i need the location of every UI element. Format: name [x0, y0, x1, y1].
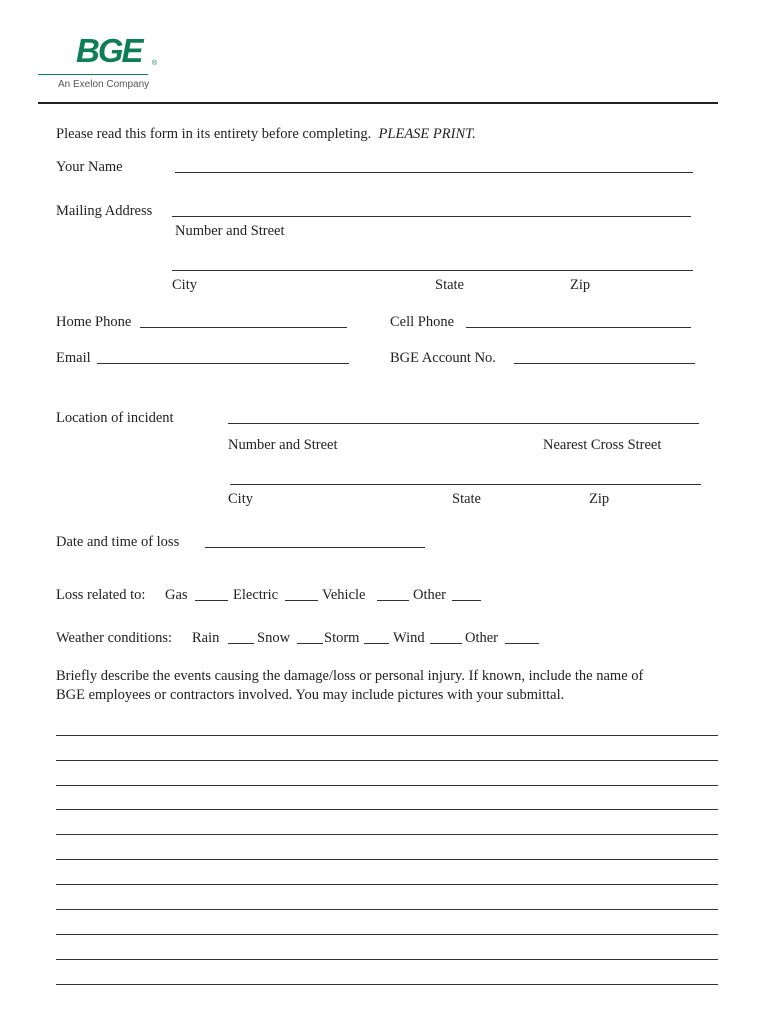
weather-wind-field[interactable]	[430, 643, 462, 644]
weather-storm-field[interactable]	[364, 643, 389, 644]
loss-electric-field[interactable]	[285, 600, 318, 601]
loss-gas-label: Gas	[165, 587, 188, 603]
weather-other-label: Other	[465, 630, 499, 646]
location-city-state-zip-field[interactable]	[230, 484, 701, 485]
description-line[interactable]	[56, 959, 718, 960]
loss-related-label: Loss related to:	[56, 587, 146, 603]
description-line[interactable]	[56, 834, 718, 835]
intro-instructions	[56, 127, 476, 142]
loss-vehicle-field[interactable]	[377, 600, 409, 601]
cell-phone-label: Cell Phone	[390, 314, 455, 330]
description-line[interactable]	[56, 934, 718, 935]
loss-other-label: Other	[413, 587, 447, 603]
description-line[interactable]	[56, 859, 718, 860]
description-line[interactable]	[56, 735, 718, 736]
intro-text: Please read this form in its entirety before completing.	[56, 126, 372, 142]
location-state-caption: State	[452, 491, 481, 507]
loss-electric-label: Electric	[233, 587, 279, 603]
mailing-city-caption: City	[172, 277, 197, 293]
weather-label: Weather conditions:	[56, 630, 173, 646]
date-time-label: Date and time of loss	[56, 534, 180, 550]
intro-emphasis: PLEASE PRINT.	[378, 126, 476, 142]
account-no-label: BGE Account No.	[390, 350, 496, 366]
weather-rain-label: Rain	[192, 630, 220, 646]
email-field[interactable]	[97, 363, 349, 364]
weather-wind-label: Wind	[393, 630, 425, 646]
description-instructions-line-1: Briefly describe the events causing the damage/loss or personal injury. If known, include the name of	[56, 668, 644, 684]
loss-other-field[interactable]	[452, 600, 481, 601]
mailing-street-field[interactable]	[172, 216, 691, 217]
account-no-field[interactable]	[514, 363, 695, 364]
bge-logo	[38, 34, 168, 94]
email-label: Email	[56, 350, 91, 366]
weather-other-field[interactable]	[505, 643, 539, 644]
your-name-label: Your Name	[56, 159, 123, 175]
logo-tagline: An Exelon Company	[58, 79, 150, 90]
location-cross-street-caption: Nearest Cross Street	[543, 437, 662, 453]
location-label: Location of incident	[56, 410, 174, 426]
home-phone-field[interactable]	[140, 327, 347, 328]
logo-registered-mark: ®	[152, 60, 158, 67]
description-instructions-line-2: BGE employees or contractors involved. You may include pictures with your submittal.	[56, 687, 565, 703]
description-line[interactable]	[56, 785, 718, 786]
mailing-city-state-zip-field[interactable]	[172, 270, 693, 271]
weather-storm-label: Storm	[324, 630, 360, 646]
logo-brand: BGE	[76, 32, 142, 69]
mailing-address-label: Mailing Address	[56, 203, 153, 219]
loss-gas-field[interactable]	[195, 600, 228, 601]
mailing-state-caption: State	[435, 277, 464, 293]
cell-phone-field[interactable]	[466, 327, 691, 328]
header-divider	[38, 102, 718, 104]
description-line[interactable]	[56, 809, 718, 810]
weather-snow-field[interactable]	[297, 643, 323, 644]
home-phone-label: Home Phone	[56, 314, 132, 330]
description-line[interactable]	[56, 760, 718, 761]
mailing-street-caption: Number and Street	[175, 223, 285, 239]
location-zip-caption: Zip	[589, 491, 610, 507]
location-street-caption: Number and Street	[228, 437, 338, 453]
description-line[interactable]	[56, 909, 718, 910]
weather-rain-field[interactable]	[228, 643, 254, 644]
your-name-field[interactable]	[175, 172, 693, 173]
weather-snow-label: Snow	[257, 630, 291, 646]
mailing-zip-caption: Zip	[570, 277, 591, 293]
loss-vehicle-label: Vehicle	[322, 587, 366, 603]
description-line[interactable]	[56, 984, 718, 985]
location-street-field[interactable]	[228, 423, 699, 424]
date-time-field[interactable]	[205, 547, 425, 548]
logo-rule	[38, 74, 148, 75]
description-line[interactable]	[56, 884, 718, 885]
location-city-caption: City	[228, 491, 253, 507]
